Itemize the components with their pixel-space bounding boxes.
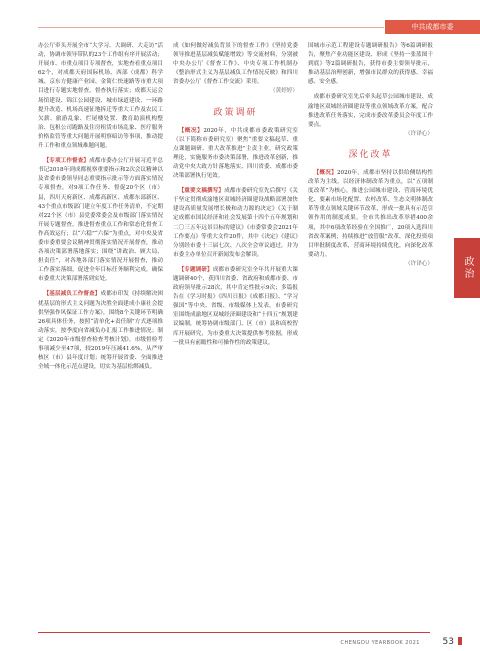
entry-text: 成都市委研究室全年共开展重大课题调研40个，获四川省委、省政府和成都市委、市政府领导批示28次，其中肯定性批示9次；多篇报告在《学习时报》《四川日报》《成都日报》、“学习强国”等中央、省级、市级媒体上发表。市委研究室围绕成渝地区双城经济圈建设和“十四五”规划建议编制，统筹协调市级部门、区（市）县和高校智库开展研究，为市委重大决策提供参考依据，形成一批具有前瞻性和可操作性的政策建议。	[173, 266, 298, 346]
paragraph	[173, 266, 298, 348]
paragraph	[38, 290, 163, 372]
text-column-3	[308, 42, 433, 269]
header-rule	[38, 27, 384, 28]
running-footer: CHENGDU YEARBOOK 2021	[340, 640, 420, 646]
paragraph	[173, 187, 298, 260]
entry-tag: 【重要文稿撰写】	[178, 188, 225, 195]
editor-credit: （黄婷婷）	[270, 88, 298, 95]
section-title: 政策调研	[213, 107, 258, 118]
paragraph: 办公厅牵头开展全市“大学习、大调研、大走访”活动，协调市领导带队的23个工作组有序开展活动；开展市、市重点项目专项督查，实地查看重点项目62个，对成都天府国际机场、西部（成都）科学城、京东方健康产业园、金简仁快速路等市重大项目进行专题实地督查，督查执行落实；成都天运会场馆建设、锦江公园建设、城市绿道建设、一环路提升改造、机场高速征地拆迁等重大工作及农民工欠薪、旅游乱象、烂尾楼处置、教育助演机构整治、包租公司跑路及住房租赁市场乱象、医疗服务价格监管等重大问题开展明察暗访等事项，推动提升工作和重点领域难题问题。	[38, 43, 163, 150]
chapter-side-tab: 政治	[454, 238, 480, 298]
entry-tag: 【专项工作督查】	[43, 158, 90, 165]
section-header-tag: 中共成都市委	[385, 20, 480, 34]
paragraph	[308, 169, 433, 260]
entry-tag: 【基层减负工作督查】	[43, 291, 101, 298]
page-number: 53	[442, 637, 454, 647]
text-column-1	[38, 42, 163, 372]
entry-text: 成都市印发《持续解决困扰基层的形式主义问题为决胜全面建成小康社会提供坚强作风保证工作方案》，围绕8个关键环节明确26项具体任务，按照“清单化+责任制”方式逐项推动落实，按季度向省减负办汇报工作推进情况；制定《2020年市级督查检查考核计划》，市级督检考事项减少至47项，较2019年压减41.6%，从严审核区（市）县年度计划；统筹开展省委、全面推进全域一体化示范点建设，切实为基层松绑减负。	[38, 291, 163, 371]
page-marker	[458, 637, 462, 645]
paragraph: 国城市示范工程建设专题调研报告》等6篇调研报告，聚焦产业功能区建设、形成《坚持一张蓝图干到底》等2篇调研报告，获得市委主要领导批示，推动基层治理创新，增强市民群众的获得感、幸福感、安全感。	[308, 43, 433, 86]
entry-text: 2020年，成都市坚持以供给侧结构性改革为主线，以经济体制改革为重点，以“五项制度改革”为核心，推进公园城市建设、营商环境优化、要素市场化配置、农村改革、生态文明体制改革等重点领域关键环节改革，形成一批具有示范引领作用的制度成果，全市共推出改革举措400余项，其中6项改革经验在全国推广，20项入选四川省改革案例；持续推进“放管服”改革，深化投资项目审批制度改革，营商环境持续优化，向深化改革要动力。	[308, 169, 433, 258]
editor-credit: （许译心）	[405, 130, 433, 137]
section-title: 深化改革	[348, 149, 393, 160]
entry-tag: 【概况】	[178, 127, 204, 134]
editor-credit: （许译心）	[405, 260, 433, 267]
entry-text: 2020年，中共成都市委政策研究室（以下简称市委研究室）聚焦“重要文稿起草、重点课题调研、重大改革推进”主责主业，研究政策理论，实施服务市委决策部署，推进改革创新，推动党中央大政方针落地落实、四川省委、成都市委决策部署执行见效。	[173, 127, 298, 180]
entry-text: 成《如何做好减负背景下的督查工作》《坚持党委领导推进基层减负赋能增效》等交流材料，分别被中央办公厅《督查工作》、中央专项工作机制办《整治形式主义为基层减负工作情况反映》和四川省委办公厅《督查工作交流》采用。	[173, 43, 298, 86]
paragraph	[38, 157, 163, 284]
entry-text: 成都市委研究室先后撰写《关于坚定贯彻成渝地区双城经济圈建设战略部署加快建设高质量发展增长极和动力源的决定》《关于制定成都市国民经济和社会发展第十四个五年规划和二〇三五年远景目标的建议》《市委常委会2021年工作要点》等重大文件20件，其中《决定》《建议》分别经市委十三届七次、八次全会审议通过，并为市委主办单位召开新闻发布会解读。	[173, 188, 298, 258]
entry-tag: 【专题调研】	[178, 266, 213, 273]
entry-tag: 【概况】	[313, 169, 337, 176]
footer-rule	[38, 632, 430, 633]
paragraph: 成都市委研究室先后牵头起草公园城市建设、成渝地区双城经济圈建设等重点领域改革方案，配合推进改革任务落实，完成市委改革委员会年度工作要点。	[308, 94, 433, 128]
paragraph	[173, 42, 298, 87]
paragraph	[173, 127, 298, 182]
text-column-2	[173, 42, 298, 348]
entry-text: 成都市委办公厅开展习近平总书记2018年到成都视察重要指示和2次会议精神以及省委市委领导同志重要指示批示等方面落实情况专项督查，对9项工作任务、督促20个区（市）县，四川天府新区、成都高新区、成都东部新区、43个重点市级部门建立年度工作任务清单，不定期对22个区（市）县党委常委会及市级部门落实情况开展专题督查，推进督查重点工作和常态化督查工作高效运行；以“六稳”“六保”为重点，对中央及省委市委重要会议精神贯彻落实情况开展督查，推动各项决策部署落地落实；围绕“讲政治、顾大局、担责任”，对各地各部门落实情况开展督查，推动工作落实落细，促进全年目标任务顺利完成，确保市委重大决策部署落到实处。	[38, 158, 163, 283]
